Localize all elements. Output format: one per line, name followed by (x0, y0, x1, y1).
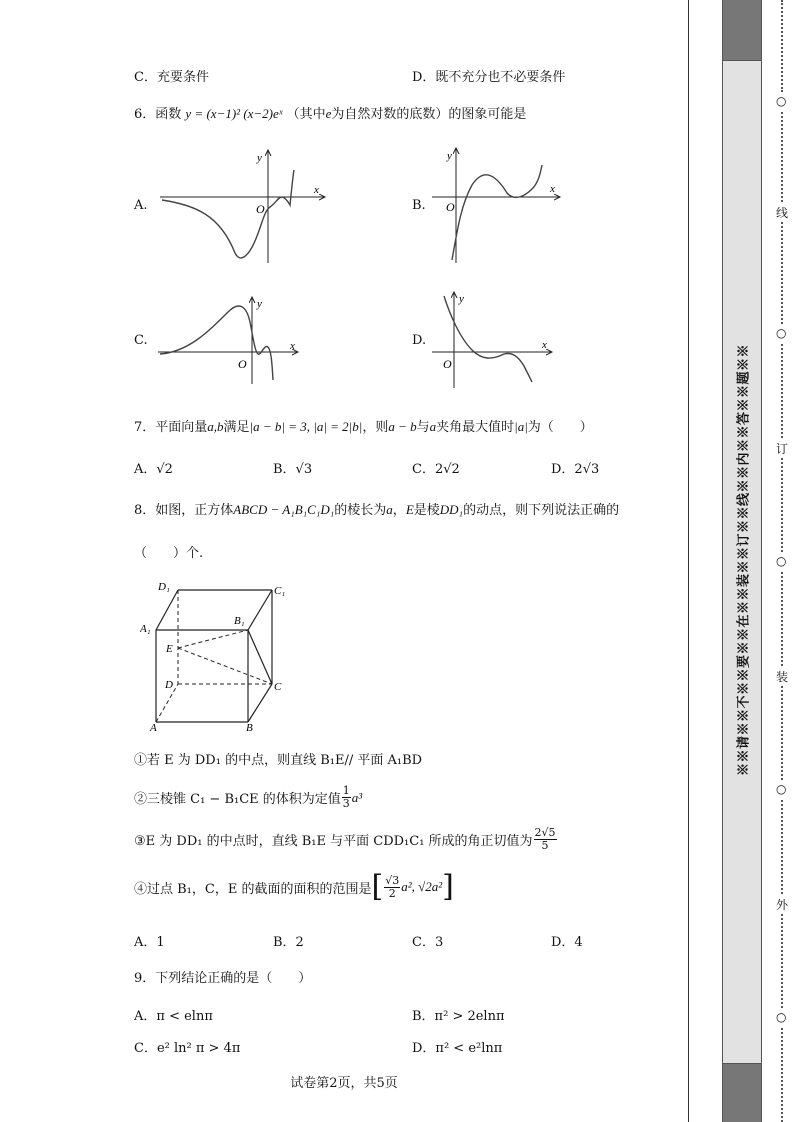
q8-s2-fraction (342, 785, 351, 810)
q8-s4-range: a², √2a² (401, 879, 443, 894)
q8-line2: （ ）个. (134, 546, 204, 561)
graph-d-curve (444, 296, 532, 382)
graph-b-curve (452, 165, 542, 260)
q7-expr: a − b (388, 419, 417, 434)
q7-option-b: B．√3 (273, 462, 313, 477)
cube-label-c1: C₁ (274, 585, 286, 597)
q6-label-a: A. (134, 198, 148, 213)
q6-prefix: 6．函数 (134, 107, 182, 122)
q8-s4-text: ④过点 B₁，C，E 的截面的面积的范围是 (134, 881, 372, 897)
q6-suffix-2: 为自然对数的底数）的图象可能是 (331, 107, 527, 122)
graph-d-x: x (542, 339, 547, 351)
q8-s2-text: ②三棱锥 C₁ − B₁CE 的体积为定值 (134, 792, 341, 807)
cube-label-a1: A₁ (140, 623, 151, 635)
binding-warning: ※※请※※不※※要※※在※※装※※订※※线※※内※※答※※题※※ (736, 343, 752, 777)
graph-c-x: x (290, 340, 295, 352)
q7-option-c: C．2√2 (412, 462, 460, 477)
q7-condition: |a − b| = 3, |a| = 2|b| (249, 419, 363, 434)
q6-stem (134, 103, 526, 122)
q8-s3-text: ③E 为 DD₁ 的中点时，直线 B₁E 与平面 CDD₁C₁ 所成的角正切值为 (134, 834, 533, 849)
binding-circle-3: ○ (776, 554, 787, 568)
q8-cube: ABCD − A₁B₁C₁D₁ (233, 502, 335, 517)
q7-abs-a: |a| (514, 419, 528, 434)
q8-statement-3 (134, 827, 558, 852)
graph-d-y: y (459, 293, 464, 305)
q8-a: a (386, 502, 393, 517)
q6-suffix-1: （其中 (286, 107, 326, 122)
q8-s3-fraction (534, 827, 557, 852)
q8-text-4: 是棱 (413, 503, 440, 518)
q8-option-c: C．3 (412, 935, 444, 950)
graph-b-y: y (447, 150, 452, 162)
binding-circle-4: ○ (776, 782, 787, 796)
binding-mark-zhuang: 装 (776, 670, 789, 684)
q6-label-c: C. (134, 333, 148, 348)
binding-circle-5: ○ (776, 1010, 787, 1024)
graph-d-origin: O (443, 357, 452, 371)
q8-s4-num: √3 (385, 873, 400, 887)
q7-stem (134, 416, 593, 435)
q7-text-1: 7．平面向量 (134, 420, 208, 435)
q6-graph-d (432, 290, 562, 390)
q7-text-5: 夹角最大值时 (436, 420, 515, 435)
binding-cap-top (723, 0, 761, 60)
q8-text-3: ， (392, 503, 406, 518)
cube-label-b: B (246, 722, 253, 733)
q6-label-d: D. (412, 333, 427, 348)
graph-c-origin: O (238, 357, 247, 371)
q6-graph-b (432, 145, 572, 265)
graph-a-origin: O (256, 202, 265, 216)
graph-b-origin: O (446, 200, 455, 214)
q8-text-2: 的棱长为 (334, 503, 387, 518)
q8-statement-1: ①若 E 为 DD₁ 的中点，则直线 B₁E// 平面 A₁BD (134, 753, 423, 768)
q8-s3-num: 2√5 (534, 826, 556, 839)
q8-option-b: B．2 (273, 935, 304, 950)
page-footer: 试卷第2页，共5页 (290, 1076, 398, 1091)
q8-s2-num: 1 (342, 784, 350, 797)
q8-s3-den: 5 (541, 839, 549, 852)
q9-option-a: A．π < elnπ (134, 1009, 213, 1024)
cube-label-d: D (165, 679, 173, 691)
cube-label-d1: D₁ (158, 581, 170, 593)
q7-vec-a: a (429, 419, 437, 434)
binding-cap-bottom (723, 1064, 761, 1122)
graph-b-x: x (550, 183, 555, 195)
q8-statement-4: ④过点 B₁，C，E 的截面的面积的范围是 [ $\frac{√3}{2}$ a², √2a² ] (134, 869, 454, 904)
q9-option-c: C．e² ln² π > 4π (134, 1041, 241, 1056)
q7-text-2: 满足 (223, 420, 250, 435)
q7-option-a: A．√2 (134, 462, 173, 477)
q5-option-d: D．既不充分也不必要条件 (412, 70, 566, 85)
q6-formula: y = (x−1)² (x−2)eˣ (185, 106, 283, 121)
cube-label-b1: B₁ (234, 615, 245, 627)
binding-circle-2: ○ (776, 326, 787, 340)
q8-option-d: D．4 (551, 935, 583, 950)
binding-divider (688, 0, 689, 1122)
cube-label-a: A (150, 722, 157, 733)
binding-circle-1: ○ (776, 94, 787, 108)
q8-s2-den: 3 (342, 797, 350, 810)
binding-mark-wai: 外 (776, 898, 789, 912)
q6-label-b: B. (412, 198, 426, 213)
q7-option-d: D．2√3 (551, 462, 600, 477)
binding-mark-ding: 订 (776, 442, 789, 456)
q7-text-6: 为（ ） (527, 420, 593, 435)
cube-label-c: C (274, 681, 282, 693)
q8-edge: DD₁ (439, 502, 464, 517)
q6-graph-a (160, 145, 330, 265)
q8-s2-power: a³ (351, 789, 363, 805)
graph-a-x: x (314, 184, 319, 196)
graph-c-y: y (257, 298, 262, 310)
cube-label-e: E (166, 643, 173, 655)
q8-option-a: A．1 (134, 935, 165, 950)
q7-text-4: 与 (416, 420, 430, 435)
q7-text-3: ，则 (362, 420, 389, 435)
binding-dotted-line (778, 0, 794, 1122)
q9-option-b: B．π² > 2elnπ (412, 1009, 505, 1024)
binding-mark-line: 线 (776, 206, 789, 220)
q9-stem: 9．下列结论正确的是（ ） (134, 971, 312, 986)
q8-statement-2 (134, 785, 362, 810)
q8-s4-fraction (384, 875, 400, 900)
q8-e: E (405, 502, 414, 517)
q6-graph-c (158, 292, 308, 387)
graph-a-y: y (257, 152, 262, 164)
graph-a-curve (162, 170, 294, 258)
q6-e-var: e (325, 106, 332, 121)
q5-option-c: C．充要条件 (134, 70, 209, 85)
q8-stem (134, 499, 619, 518)
q8-s4-den: 2 (388, 886, 396, 900)
q8-cube-figure (140, 578, 300, 733)
q7-vectors: a,b (207, 419, 224, 434)
graph-c-curve (160, 306, 273, 380)
q8-text-5: 的动点，则下列说法正确的 (463, 503, 620, 518)
q9-option-d: D．π² < e²lnπ (412, 1041, 503, 1056)
q8-text-1: 8．如图，正方体 (134, 503, 234, 518)
